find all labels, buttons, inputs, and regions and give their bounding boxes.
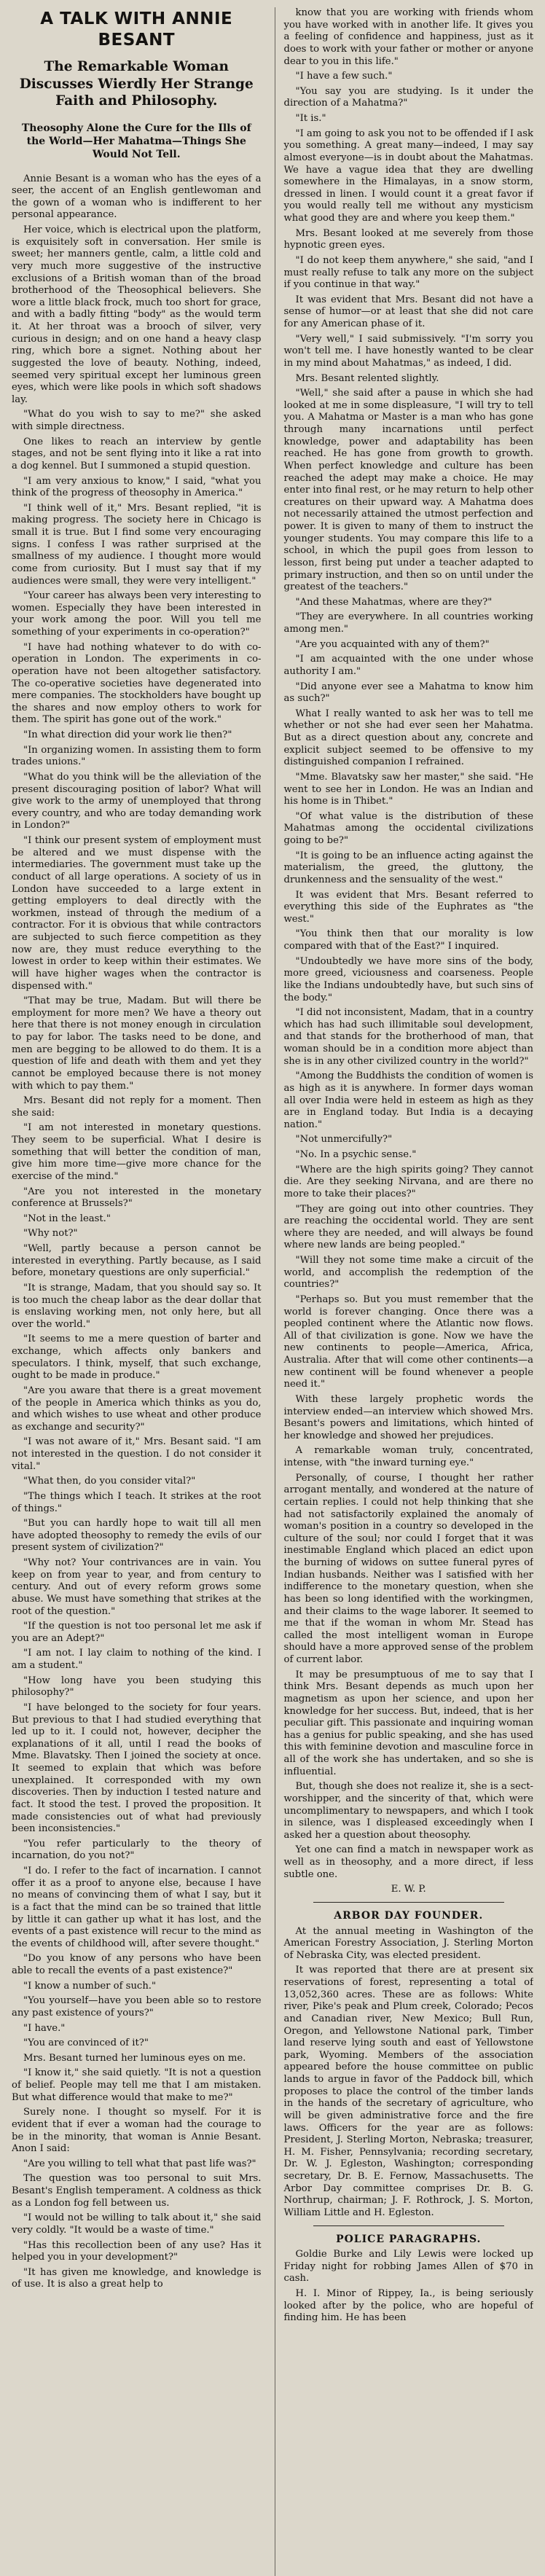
paragraph: "In organizing women. In assisting them to form trades unions." [12,744,262,768]
paragraph: "Well, partly because a person cannot be interested in everything. Partly because, as I said before, monetary questions are only superficial." [12,1243,262,1279]
paragraph: "Your career has always been very interesting to women. Especially they have been interested in your work among the poor. Will you tell me something of your experiments in co-operation?" [12,590,262,638]
headline: A TALK WITH ANNIE BESANT [40,9,233,50]
paragraph: "I am very anxious to know," I said, "what you think of the progress of theosophy in America." [12,475,262,499]
paragraph: "In what direction did your work lie then?" [23,729,232,741]
paragraph: "It is strange, Madam, that you should say so. It is too much the cheap labor as the dear dollar that is enslaving working men, not only here, but all over the world." [12,1282,262,1330]
paragraph: know that you are working with friends whom you have worked with in another life. It gives you a feeling of confidence and happiness, just as it does to work with your father or mother or anyone dear to you in this life." [283,7,533,67]
paragraph: "It is." [295,113,326,124]
paragraph: "Are you willing to tell what that past life was?" [23,2158,256,2169]
paragraph: Yet one can find a match in newspaper work as well as in theosophy, and a more direct, if less subtle one. [283,1844,533,1880]
left-column [12,7,262,2576]
paragraph: "Of what value is the distribution of these Mahatmas among the occidental civilizations going to be?" [283,810,533,846]
paragraph: "Perhaps so. But you must remember that the world is forever changing. Once there was a peopled continent where the Atlantic now flows. All of that civilization is gone. Now we have the new continents to people—America, Africa, Australia. After that will come other continents—a new continent will be found whenever a people need it." [283,1293,533,1390]
paragraph: "I did not inconsistent, Madam, that in a country which has had such illimitable soul development, and that stands for the brotherhood of man, that woman should be in a condition more abject than she is in any other civilized country in the world?" [283,1007,533,1067]
paragraph: H. I. Minor of Rippey, Ia., is being seriously looked after by the police, who are hopeful of finding him. He has been [283,2288,533,2324]
paragraph: "Did anyone ever see a Mahatma to know him as such?" [283,681,533,705]
paragraph: "I think well of it," Mrs. Besant replied, "it is making progress. The society here in Chicago is small it is true. But I find some very encouraging signs. I confess I was rather surprised at the smallness of my audience. I thought more would come from curiosity. But I must say that if my audiences were small, they were very intelligent." [12,502,262,587]
paragraph: "You say you are studying. Is it under the direction of a Mahatma?" [283,85,533,109]
paragraph: "I have belonged to the society for four years. But previous to that I had studied everything that led up to it. I could not, however, decipher the explanations of it all, until I read the books of Mme. Blavatsky. Then I joined the society at once. It seemed to explain that which was before unexplained. It corresponded with my own discoveries. Then by induction I tested nature and fact. It stood the test. I proved the proposition. It made consistencies out of what had previously been inconsistencies." [12,1702,262,1835]
paragraph: It was evident that Mrs. Besant did not have a sense of humor—or at least that she did not care for any American phase of it. [283,294,533,329]
paragraph: "Why not?" [23,1228,78,1240]
paragraph: "They are going out into other countries. They are reaching the occidental world. They are sent where they are needed, and will always be found where new lands are being peopled." [283,1203,533,1251]
paragraph: "What do you think will be the alleviation of the present discouraging position of labor? What will give work to the army of unemployed that throng every country, and who are today demanding work in London?" [12,771,262,831]
paragraph: "But you can hardly hope to wait till all men have adopted theosophy to remedy the evils of our present system of civilization?" [12,1518,262,1554]
section-divider-2 [313,2225,505,2226]
paragraph: At the annual meeting in Washington of the American Forestry Association, J. Sterling Morton of Nebraska City, was elected president. [283,1925,533,1961]
paragraph: "What do you wish to say to me?" she asked with simple directness. [12,409,262,433]
paragraph: "That may be true, Madam. But will there be employment for more men? We have a theory out here that there is not money enough in circulation to pay for labor. The tasks need to be done, and men are begging to be allowed to do them. It is a question of life and death with them and yet they cannot be employed because there is not money with which to pay them." [12,995,262,1092]
paragraph: "Mme. Blavatsky saw her master," she said. "He went to see her in London. He was an Indian and his home is in Thibet." [283,771,533,807]
paragraph: "It has given me knowledge, and knowledge is of use. It is also a great help to [12,2266,262,2290]
paragraph: "I would not be willing to talk about it," she said very coldly. "It would be a waste of time." [12,2212,262,2236]
paragraph: "You yourself—have you been able so to restore any past existence of yours?" [12,1995,262,2019]
right-article-body [284,7,534,1881]
paragraph: "Very well," I said submissively. "I'm sorry you won't tell me. I have honestly wanted to be clear in my mind about Mahatmas," as indeed, I did. [283,333,533,369]
paragraph: "I do not keep them anywhere," she said, "and I must really refuse to talk any more on the subject if you continue in that way." [283,254,533,291]
paragraph: But, though she does not realize it, she is a sect-worshipper, and the sincerity of that, which were uncomplimentary to newspapers, and which I took in silence, was I displeased exceedingly when I asked her a question about theosophy. [283,1781,533,1841]
paragraph: "You are convinced of it?" [23,2037,149,2049]
paragraph: "And these Mahatmas, where are they?" [295,596,493,608]
paragraph: With these largely prophetic words the interview ended—an interview which showed Mrs. Besant's powers and limitations, which hinted of her knowledge and showed her prejudices. [283,1393,533,1441]
paragraph: "It seems to me a mere question of barter and exchange, which affects only bankers and speculators. I think, myself, that such exchange, ought to be made in produce." [12,1334,262,1382]
paragraph: It was evident that Mrs. Besant referred to everything this side of the Euphrates as "the west." [283,889,533,925]
paragraph: "I am acquainted with the one under whose authority I am." [283,654,533,677]
paragraph: Mrs. Besant looked at me severely from those hypnotic green eyes. [283,227,533,251]
paragraph: "Among the Buddhists the condition of women is as high as it is anywhere. In former days woman all over India were held in esteem as high as they are in England today. But India is a decaying nation." [283,1070,533,1130]
arbor-article-body [284,1926,534,2220]
paragraph: One likes to reach an interview by gentle stages, and not be sent flying into it like a rat into a dog kennel. But I summoned a stupid question. [12,436,262,471]
author-initials: E. W. P. [391,1884,426,1895]
left-article-body [12,173,262,2292]
paragraph: "Undoubtedly we have more sins of the body, more greed, viciousness and coarseness. People like the Indians undoubtedly have, but such sins of the body." [283,955,533,1003]
paragraph: "I am not interested in monetary questions. They seem to be superficial. What I desire is something that will better the condition of man, give him more time—give more chance for the exercise of the mind." [12,1122,262,1182]
paragraph: "Where are the high spirits going? They cannot die. Are they seeking Nirvana, and are there no more to take their places?" [283,1164,533,1199]
police-article-body [284,2249,534,2325]
paragraph: "The things which I teach. It strikes at the root of things." [12,1490,262,1514]
paragraph: "I was not aware of it," Mrs. Besant said. "I am not interested in the question. I do not consider it vital." [12,1436,262,1472]
paragraph: "Why not? Your contrivances are in vain. You keep on from year to year, and from century to century. And out of every reform grows some abuse. We must have something that strikes at the root of the question." [12,1557,262,1617]
paragraph: "It is going to be an influence acting against the materialism, the greed, the gluttony, the drunkenness and the sensuality of the west." [283,850,533,885]
paragraph: "I think our present system of employment must be altered and we must dispense with the intermediaries. The government must take up the conduct of all large operations. A society of us in London have succeeded to a large extent in getting employers to deal directly with the workmen, instead of through the medium of a contractor. For it is obvious that while contractors are subjected to such fierce competition as they now are, they must reduce everything to the lowest in order to keep within their estimates. We will have higher wages when the contractor is dispensed with." [12,835,262,992]
paragraph: "They are everywhere. In all countries working among men." [283,611,533,635]
paragraph: "You refer particularly to the theory of incarnation, do you not?" [12,1838,262,1862]
paragraph: "If the question is not too personal let me ask if you are an Adept?" [12,1621,262,1644]
section-divider [313,1902,505,1903]
paragraph: "Are you not interested in the monetary conference at Brussels?" [12,1186,262,1210]
right-column [275,7,534,2576]
paragraph: Annie Besant is a woman who has the eyes of a seer, the accent of an English gentlewoman and the gown of a woman who is indifferent to her personal appearance. [12,173,262,221]
paragraph: "I am going to ask you not to be offended if I ask you something. A great many—indeed, I may say almost everyone—is in doubt about the Mahatmas. We have a vague idea that they are dwelling somewhere in the Himalayas, in a snow storm, dressed in linen. I would count it a great favor if you would really tell me without any mysticism what good they are and where you keep them." [283,128,533,224]
paragraph: "No. In a psychic sense." [295,1149,417,1160]
paragraph: It may be presumptuous of me to say that I think Mrs. Besant depends as much upon her magnetism as upon her science, and upon her knowledge for her success. But, indeed, that is her peculiar gift. This passionate and inquiring woman has a genius for public speaking, and she has used this with feminine devotion and masculine force in all of the work she has undertaken, and so she is influential. [283,1669,533,1777]
paragraph: "I know it," she said quietly. "It is not a question of belief. People may tell me that I am mistaken. But what difference would that make to me?" [12,2067,262,2103]
paragraph: "Well," she said after a pause in which she had looked at me in some displeasure, "I will try to tell you. A Mahatma or Master is a man who has gone through many incarnations until perfect knowledge, power and adaptability has been reached. He has gone from growth to growth. When perfect knowledge and culture has been reached the adept may make a choice. He may enter into final rest, or he may return to help other creatures on their upward way. A Mahatma does not necessarily attained the utmost perfection and power. It is given to many of them to instruct the younger students. You may compare this life to a school, in which the pupil goes from lesson to lesson, first being put under a teacher adapted to primary instruction, and then so on until under the greatest of the teachers." [283,388,533,593]
paragraph: "Are you acquainted with any of them?" [295,638,490,650]
paragraph: Mrs. Besant turned her luminous eyes on me. [23,2052,246,2064]
paragraph: What I really wanted to ask her was to tell me whether or not she had ever seen her Mahatma. But as a direct question about any, concrete and explicit subject seemed to be offensive to my distinguished companion I refrained. [283,708,533,768]
deck-primary: The Remarkable Woman Discusses Wierdly Her Strange Faith and Philosophy. [19,58,254,109]
paragraph: "Not unmercifully?" [295,1134,393,1146]
paragraph: Mrs. Besant did not reply for a moment. Then she said: [12,1095,262,1119]
paragraph: Personally, of course, I thought her rather arrogant mentally, and wondered at the nature of certain replies. I could not help thinking that she had not satisfactorily explained the anomaly of woman's position in a country so developed in the culture of the soul; nor could I forget that it was inestimable England which placed an edict upon the burning of widows on suttee funeral pyres of Indian husbands. Neither was I satisfied with her indifference to the monetary question, when she has been so long identified with the workingmen, and their claims to the wage laborer. It seemed to me that if the woman in whom Mr. Stead has called the most intelligent woman in Europe should have a more approved sense of the problem of current labor. [283,1472,533,1665]
paragraph: "Do you know of any persons who have been able to recall the events of a past existence?" [12,1953,262,1977]
paragraph: Mrs. Besant relented slightly. [295,372,439,384]
paragraph: It was reported that there are at present six reservations of forest, representing a total of 13,052,360 acres. These are as follows: White river, Pike's peak and Plum creek, Colorado; Pecos and Canadian river, New Mexico; Bull Run, Oregon, and Yellowstone National park, Timber land reserve lying south and east of Yellowstone park, Wyoming. Members of the association appeared before the house committee on public lands to argue in favor of the Paddock bill, which proposes to place the control of the timber lands in the hands of the secretary of agriculture, who will be given administrative force and the fire laws. Officers for the year are as follows: President, J. Sterling Morton, Nebraska; treasurer, H. M. Fisher, Pennsylvania; recording secretary, Dr. W. J. Egleston, Washington; corresponding secretary, Dr. B. E. Fernow, Massachusetts. The Arbor Day committee comprises Dr. B. G. Northrup, chairman; J. F. Rothrock, J. S. Morton, William Little and H. Egleston. [283,1965,533,2218]
paragraph: "Are you aware that there is a great movement of the people in America which thinks as you do, and which wishes to use wheat and other produce as exchange and security?" [12,1385,262,1433]
police-heading: POLICE PARAGRAPHS. [336,2233,482,2245]
paragraph: Her voice, which is electrical upon the platform, is exquisitely soft in conversation. Her smile is sweet; her manners gentle, calm, a little cold and very much more suggestive of the instructive exclusions of a British woman than of the broad brotherhood of the Theosophical believers. She wore a little black frock, much too short for grace, and with a badly fitting "body" as the would term it. At her throat was a brooch of silver, very curious in design; and on one hand a heavy clasp ring, which bore a signet. Nothing about her suggested the love of beauty. Nothing, indeed, seemed very spiritual except her luminous green eyes, which were like pools in which soft shadows lay. [12,224,262,405]
paragraph: "Not in the least." [23,1213,111,1224]
arbor-heading: ARBOR DAY FOUNDER. [334,1909,484,1922]
paragraph: A remarkable woman truly, concentrated, intense, with "the inward turning eye." [283,1445,533,1468]
paragraph: "You think then that our morality is low compared with that of the East?" I inquired. [283,928,533,952]
paragraph: "I know a number of such." [23,1980,157,1992]
paragraph: "I have." [23,2022,66,2034]
paragraph: "What then, do you consider vital?" [23,1476,196,1487]
paragraph: Goldie Burke and Lily Lewis were locked up Friday night for robbing James Allen of $70 in cash. [283,2249,533,2285]
paragraph: "I have a few such." [295,71,393,82]
paragraph: "Will they not some time make a circuit of the world, and accomplish the redemption of the countries?" [283,1255,533,1291]
paragraph: "How long have you been studying this philosophy?" [12,1675,262,1699]
paragraph: "I do. I refer to the fact of incarnation. I cannot offer it as a proof to anyone else, because I have no means of convincing them of what I say, but it is a fact that the mind can be so trained that little by little it can gather up what it has lost, and the events of a past existence will recur to the mind as the events of childhood will, after severe thought." [12,1866,262,1949]
deck-secondary: Theosophy Alone the Cure for the Ills of the World—Her Mahatma—Things She Would Not Tell. [21,122,251,161]
paragraph: "Has this recollection been of any use? Has it helped you in your development?" [12,2239,262,2263]
paragraph: The question was too personal to suit Mrs. Besant's English temperament. A coldness as thick as a London fog fell between us. [12,2173,262,2209]
paragraph: "I am not. I lay claim to nothing of the kind. I am a student." [12,1648,262,1672]
paragraph: "I have had nothing whatever to do with co-operation in London. The experiments in co-operation have not been altogether satisfactory. The co-operative societies have degenerated into mere companies. The stockholders have bought up the shares and now employ others to work for them. The spirit has gone out of the work." [12,641,262,726]
paragraph: Surely none. I thought so myself. For it is evident that if ever a woman had the courage to be in the minority, that woman is Annie Besant. Anon I said: [12,2107,262,2155]
